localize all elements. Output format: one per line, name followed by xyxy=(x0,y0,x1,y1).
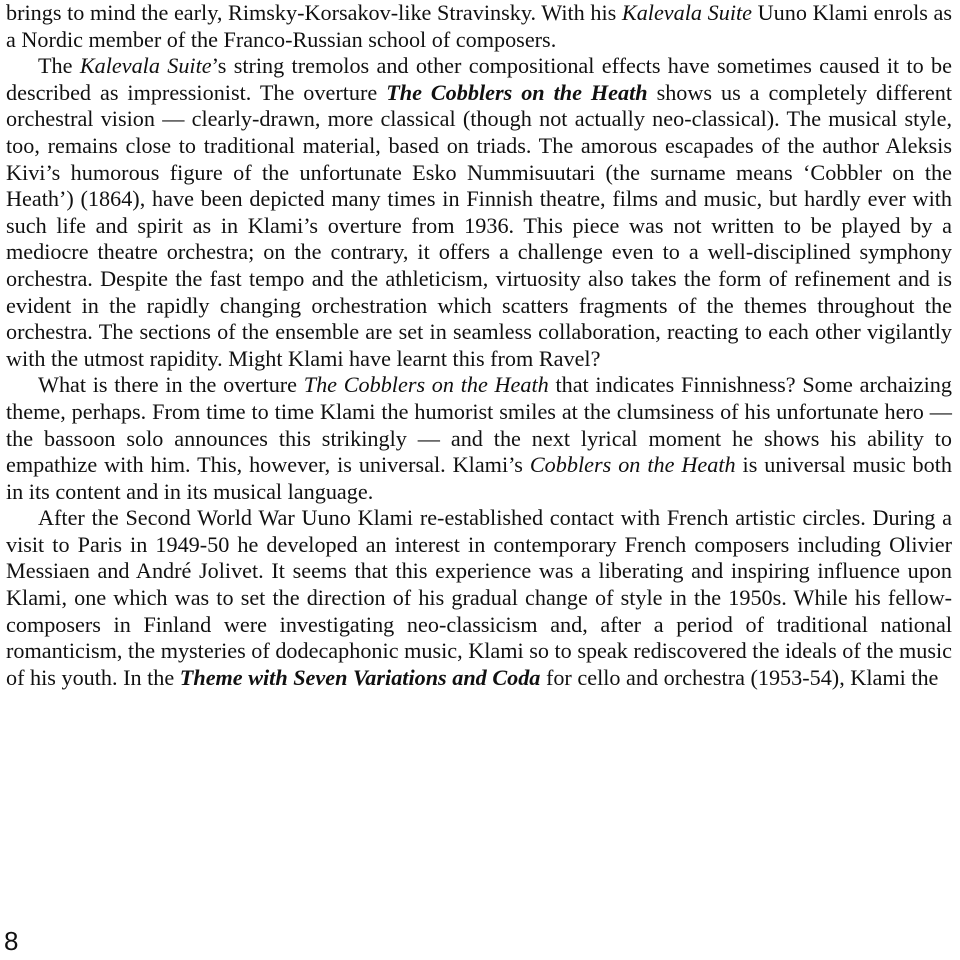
title-text: Kalevala Suite xyxy=(79,53,212,79)
text-run: brings to mind the early, Rimsky-Korsakov-like Stravinsky. With his xyxy=(6,0,622,25)
paragraph-4 xyxy=(6,505,952,691)
title-text: The Cobblers on the Heath xyxy=(303,372,549,398)
text-run: ’s string tremolos and other compositional effects have sometimes caused it to be described as impressionist. The overture xyxy=(6,53,952,105)
title-text: The Cobblers on the Heath xyxy=(386,79,648,105)
paragraph-2 xyxy=(6,53,952,372)
title-text: Kalevala Suite xyxy=(621,0,753,25)
title-text: Theme with Seven Variations and Coda xyxy=(179,664,541,690)
title-text: Cobblers on the Heath xyxy=(529,452,736,478)
text-run: After the Second World War Uuno Klami re-established contact with French artistic circles. During a visit to Paris in 1949-50 he developed an interest in contemporary French composers including Olivier Messiaen and André Jolivet. It seems that this experience was a liberating and inspiring influence upon Klami, one which was to set the direction of his gradual change of style in the 1950s. While his fellow-composers in Finland were investigating neo-classicism and, after a period of traditional national romanticism, the mysteries of dodecaphonic music, Klami so to speak rediscovered the ideals of the music of his youth. In the xyxy=(6,505,952,690)
text-run: Uuno Klami enrols as a Nordic member of the Franco-Russian school of composers. xyxy=(6,0,952,52)
text-run: for cello and orchestra (1953-54), Klami the xyxy=(540,664,939,690)
text-run: that indicates Finnishness? Some archaizing theme, perhaps. From time to time Klami the humorist smiles at the clumsiness of his unfortunate hero — the bassoon solo announces this strikingly — and the next lyrical moment he shows his ability to empathize with him. This, however, is universal. Klami’s xyxy=(6,372,952,478)
body-text xyxy=(6,0,952,691)
text-run: shows us a completely different orchestral vision — clearly-drawn, more classical (though not actually neo-classical). The musical style, too, remains close to traditional material, based on triads. The amorous escapades of the author Aleksis Kivi’s humorous figure of the unfortunate Esko Nummisuutari (the surname means ‘Cobbler on the Heath’) (1864), have been depicted many times in Finnish theatre, films and music, but hardly ever with such life and spirit as in Klami’s overture from 1936. This piece was not written to be played by a mediocre theatre orchestra; on the contrary, it offers a challenge even to a well-disciplined symphony orchestra. Despite the fast tempo and the athleticism, virtuosity also takes the form of refinement and is evident in the rapidly changing orchestration which scatters fragments of the themes throughout the orchestra. The sections of the ensemble are set in seamless collaboration, reacting to each other vigilantly with the utmost rapidity. Might Klami have learnt this from Ravel? xyxy=(6,79,953,371)
text-run: What is there in the overture xyxy=(38,372,304,398)
text-run: The xyxy=(38,53,80,79)
text-run: is universal music both in its content and in its musical language. xyxy=(6,452,952,504)
paragraph-1 xyxy=(6,0,952,53)
paragraph-3 xyxy=(6,372,952,505)
page-number: 8 xyxy=(4,926,19,956)
